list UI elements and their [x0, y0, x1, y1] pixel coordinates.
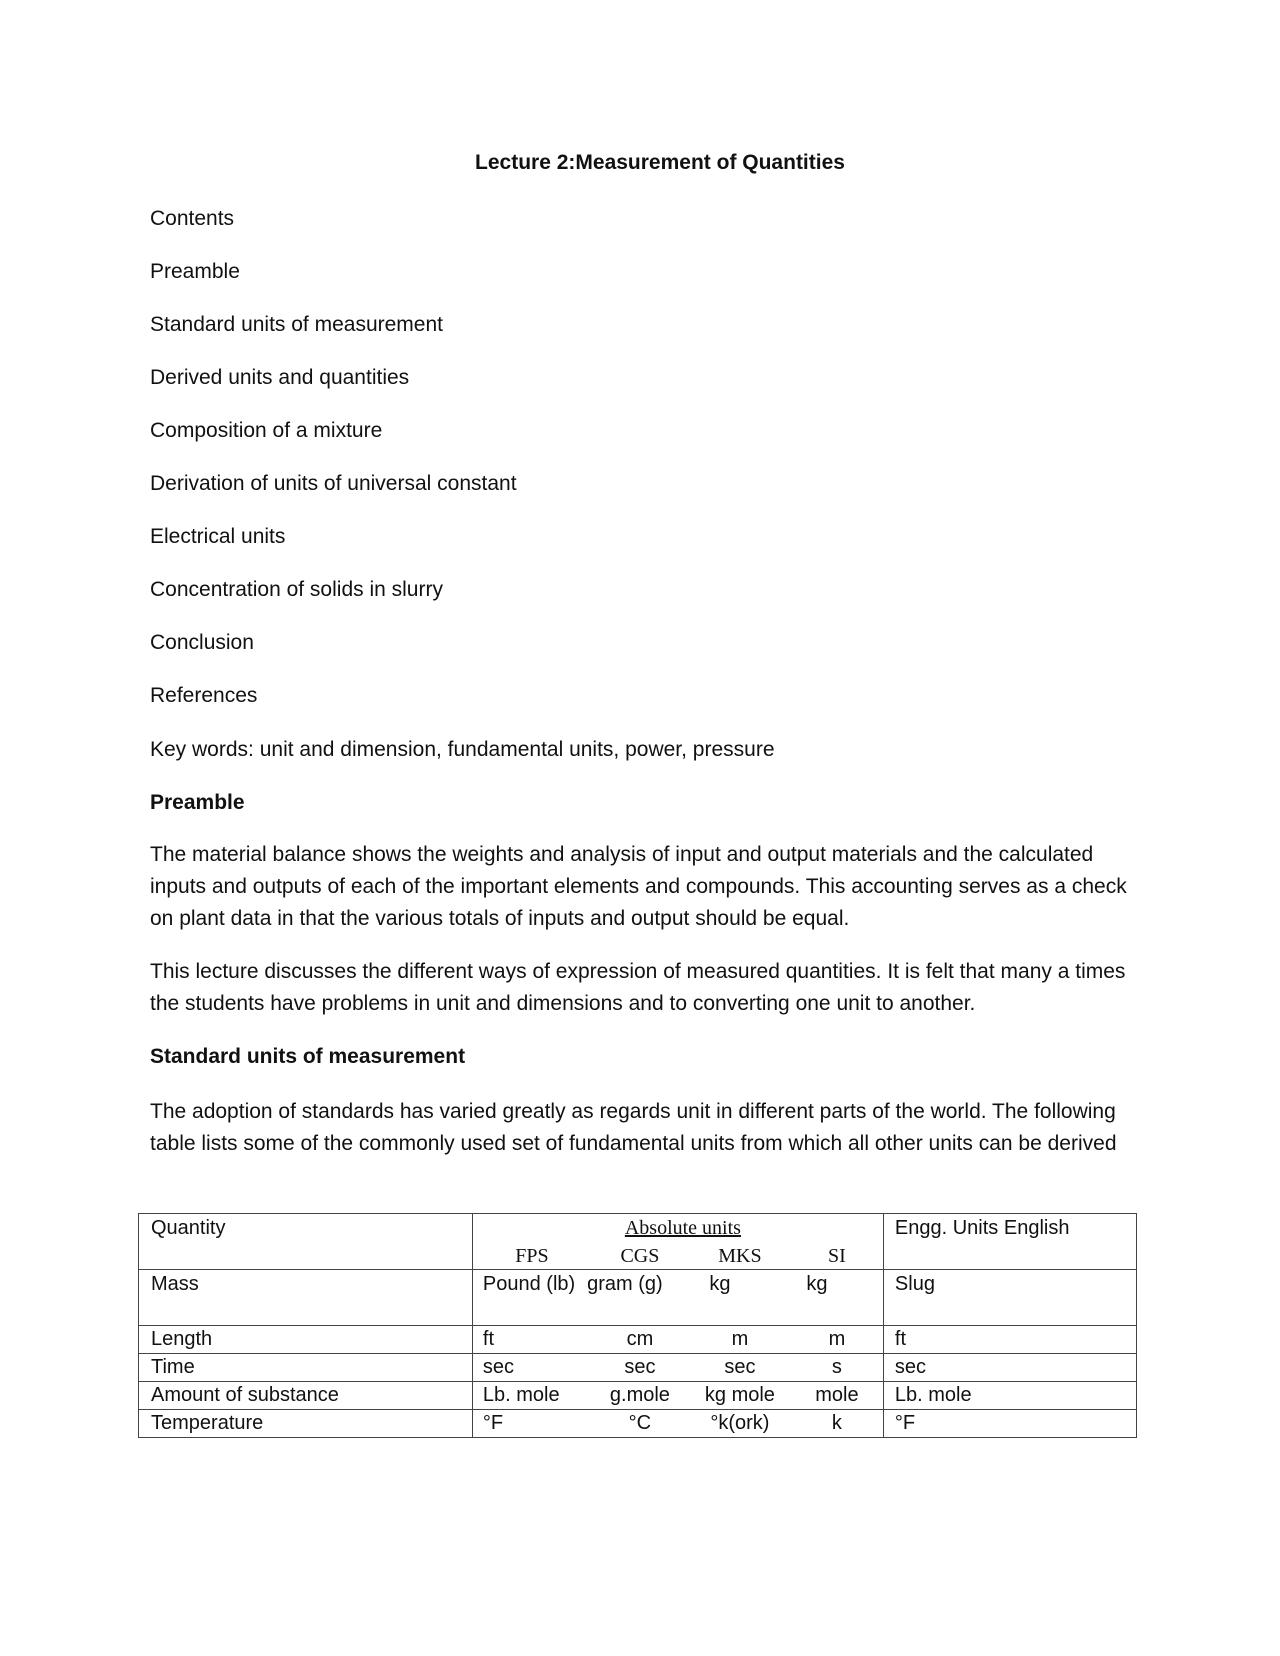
absolute-units-cell [472, 1410, 883, 1438]
header-si: SI [828, 1245, 846, 1267]
table-header-row [139, 1214, 1137, 1270]
mks-value: kg mole [704, 1384, 775, 1406]
engg-cell: °F [883, 1410, 1136, 1438]
si-value: mole [815, 1384, 859, 1406]
mks-value: sec [724, 1356, 756, 1378]
toc-item-references: References [150, 684, 258, 707]
si-value: s [831, 1356, 842, 1378]
contents-heading: Contents [150, 207, 235, 230]
quantity-cell: Temperature [139, 1410, 473, 1438]
contents-list [150, 205, 517, 735]
quantity-cell: Mass [139, 1270, 473, 1326]
header-absolute-units [472, 1214, 883, 1270]
preamble-paragraph-2: This lecture discusses the different ways of expression of measured quantities. It is felt that many a times the students have problems in unit and dimensions and to converting one unit to another. [150, 960, 1126, 1015]
table-row [139, 1270, 1137, 1326]
quantity-cell: Time [139, 1354, 473, 1382]
header-fps: FPS [515, 1245, 549, 1267]
absolute-units-cell [472, 1326, 883, 1354]
fps-value: ft [482, 1328, 495, 1350]
cgs-value: cm [626, 1328, 654, 1350]
header-quantity: Quantity [139, 1214, 473, 1270]
absolute-units-cell [472, 1354, 883, 1382]
toc-item-electrical-units: Electrical units [150, 525, 286, 548]
toc-item-preamble: Preamble [150, 260, 240, 283]
page-title: Lecture 2:Measurement of Quantities [475, 151, 845, 174]
toc-item-conclusion: Conclusion [150, 631, 254, 654]
keywords: Key words: unit and dimension, fundamental units, power, pressure [150, 738, 775, 761]
toc-item-composition: Composition of a mixture [150, 419, 383, 442]
engg-cell: ft [883, 1326, 1136, 1354]
header-mks: MKS [718, 1245, 762, 1267]
si-value: kg [806, 1273, 828, 1295]
absolute-units-cell [472, 1382, 883, 1410]
table-row [139, 1410, 1137, 1438]
cgs-value: °C [628, 1412, 652, 1434]
absolute-units-cell [472, 1270, 883, 1326]
quantity-cell: Amount of substance [139, 1382, 473, 1410]
si-value: k [831, 1412, 842, 1434]
cgs-value: gram (g) [587, 1273, 663, 1295]
engg-cell: Lb. mole [883, 1382, 1136, 1410]
mks-value: °k(ork) [710, 1412, 770, 1434]
toc-item-standard-units: Standard units of measurement [150, 313, 443, 336]
absolute-units-title: Absolute units [624, 1217, 741, 1239]
cgs-value: sec [624, 1356, 656, 1378]
toc-item-slurry: Concentration of solids in slurry [150, 578, 443, 601]
toc-item-derived-units: Derived units and quantities [150, 366, 410, 389]
header-cgs: CGS [620, 1245, 660, 1267]
quantity-cell: Length [139, 1326, 473, 1354]
fps-value: Pound (lb) [482, 1273, 576, 1295]
header-engg-units: Engg. Units English [883, 1214, 1136, 1270]
table-row [139, 1382, 1137, 1410]
toc-item-universal-constant: Derivation of units of universal constant [150, 472, 517, 495]
fps-value: sec [482, 1356, 515, 1378]
mks-value: kg [709, 1273, 731, 1295]
fps-value: °F [482, 1412, 504, 1434]
fundamental-units-table [138, 1213, 1137, 1438]
engg-cell: Slug [883, 1270, 1136, 1326]
si-value: m [828, 1328, 846, 1350]
mks-value: m [731, 1328, 749, 1350]
cgs-value: g.mole [609, 1384, 670, 1406]
section-heading-standard-units: Standard units of measurement [150, 1045, 466, 1068]
table-row [139, 1326, 1137, 1354]
table-row [139, 1354, 1137, 1382]
preamble-paragraph-1: The material balance shows the weights and analysis of input and output materials and the calculated inputs and outputs of each of the important elements and compounds. This accounting serves as a check on plant data in that the various totals of inputs and output should be equal. [150, 843, 1127, 930]
fps-value: Lb. mole [482, 1384, 560, 1406]
section-heading-preamble: Preamble [150, 791, 245, 814]
system-headers [473, 1243, 883, 1269]
engg-cell: sec [883, 1354, 1136, 1382]
standard-units-paragraph: The adoption of standards has varied greatly as regards unit in different parts of the world. The following table lists some of the commonly used set of fundamental units from which all other units can be derived [150, 1100, 1117, 1155]
